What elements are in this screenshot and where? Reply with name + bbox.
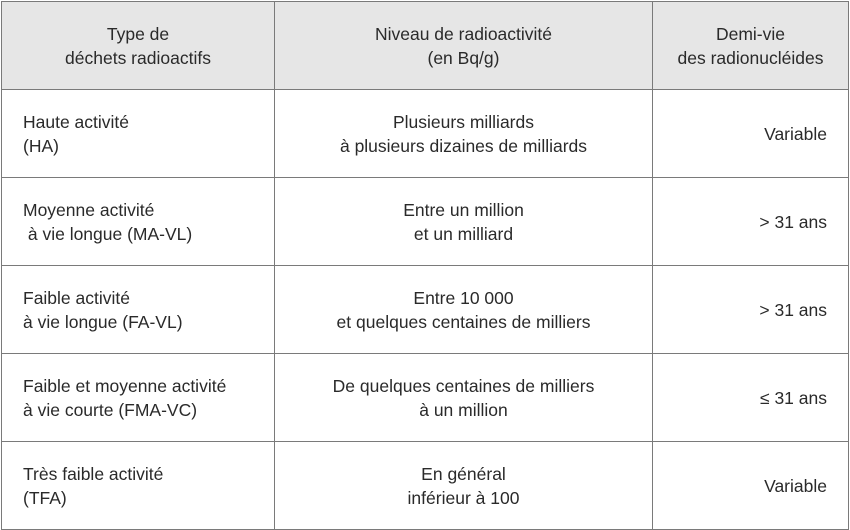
table-row: [2, 442, 849, 530]
cell-line: inférieur à 100: [407, 487, 520, 508]
cell-half-life: > 31 ans: [653, 178, 849, 266]
cell-line: Faible activité: [23, 287, 130, 308]
cell-waste-type: [2, 442, 275, 530]
cell-radioactivity-level: [275, 90, 653, 178]
header-line: des radionucléides: [677, 47, 824, 68]
cell-line: à un million: [419, 399, 508, 420]
cell-radioactivity-level: [275, 354, 653, 442]
cell-line: à plusieurs dizaines de milliards: [339, 135, 588, 156]
cell-half-life: > 31 ans: [653, 266, 849, 354]
cell-waste-type: [2, 354, 275, 442]
header-half-life: [653, 2, 849, 90]
cell-line: Moyenne activité: [23, 199, 155, 220]
cell-line: à vie longue (MA-VL): [23, 223, 193, 244]
header-line: Demi-vie: [715, 23, 786, 44]
header-line: Type de: [106, 23, 170, 44]
cell-line: et quelques centaines de milliers: [336, 311, 591, 332]
cell-line: Faible et moyenne activité: [23, 375, 227, 396]
cell-half-life: Variable: [653, 90, 849, 178]
table-row: [2, 90, 849, 178]
cell-line: et un milliard: [413, 223, 514, 244]
cell-line: Entre un million: [403, 199, 524, 220]
cell-waste-type: [2, 178, 275, 266]
cell-waste-type: [2, 90, 275, 178]
cell-line: De quelques centaines de milliers: [332, 375, 595, 396]
cell-radioactivity-level: [275, 178, 653, 266]
cell-line: à vie courte (FMA-VC): [23, 399, 198, 420]
cell-waste-type: [2, 266, 275, 354]
table-row: [2, 266, 849, 354]
cell-radioactivity-level: [275, 442, 653, 530]
cell-half-life: ≤ 31 ans: [653, 354, 849, 442]
cell-line: Haute activité: [23, 111, 130, 132]
cell-line: (HA): [23, 135, 59, 156]
header-row: [2, 2, 849, 90]
cell-line: Très faible activité: [23, 463, 164, 484]
table-row: [2, 354, 849, 442]
cell-line: à vie longue (FA-VL): [23, 311, 183, 332]
header-line: Niveau de radioactivité: [374, 23, 553, 44]
cell-radioactivity-level: [275, 266, 653, 354]
header-line: (en Bq/g): [427, 47, 500, 68]
cell-half-life: Variable: [653, 442, 849, 530]
radioactive-waste-table: [1, 1, 849, 530]
cell-line: Entre 10 000: [413, 287, 514, 308]
table-body: [2, 90, 849, 530]
header-radioactivity-level: [275, 2, 653, 90]
cell-line: En général: [421, 463, 506, 484]
table-row: [2, 178, 849, 266]
header-line: déchets radioactifs: [65, 47, 211, 68]
header-waste-type: [2, 2, 275, 90]
cell-line: Plusieurs milliards: [392, 111, 534, 132]
table-header: [2, 2, 849, 90]
cell-line: (TFA): [23, 487, 67, 508]
